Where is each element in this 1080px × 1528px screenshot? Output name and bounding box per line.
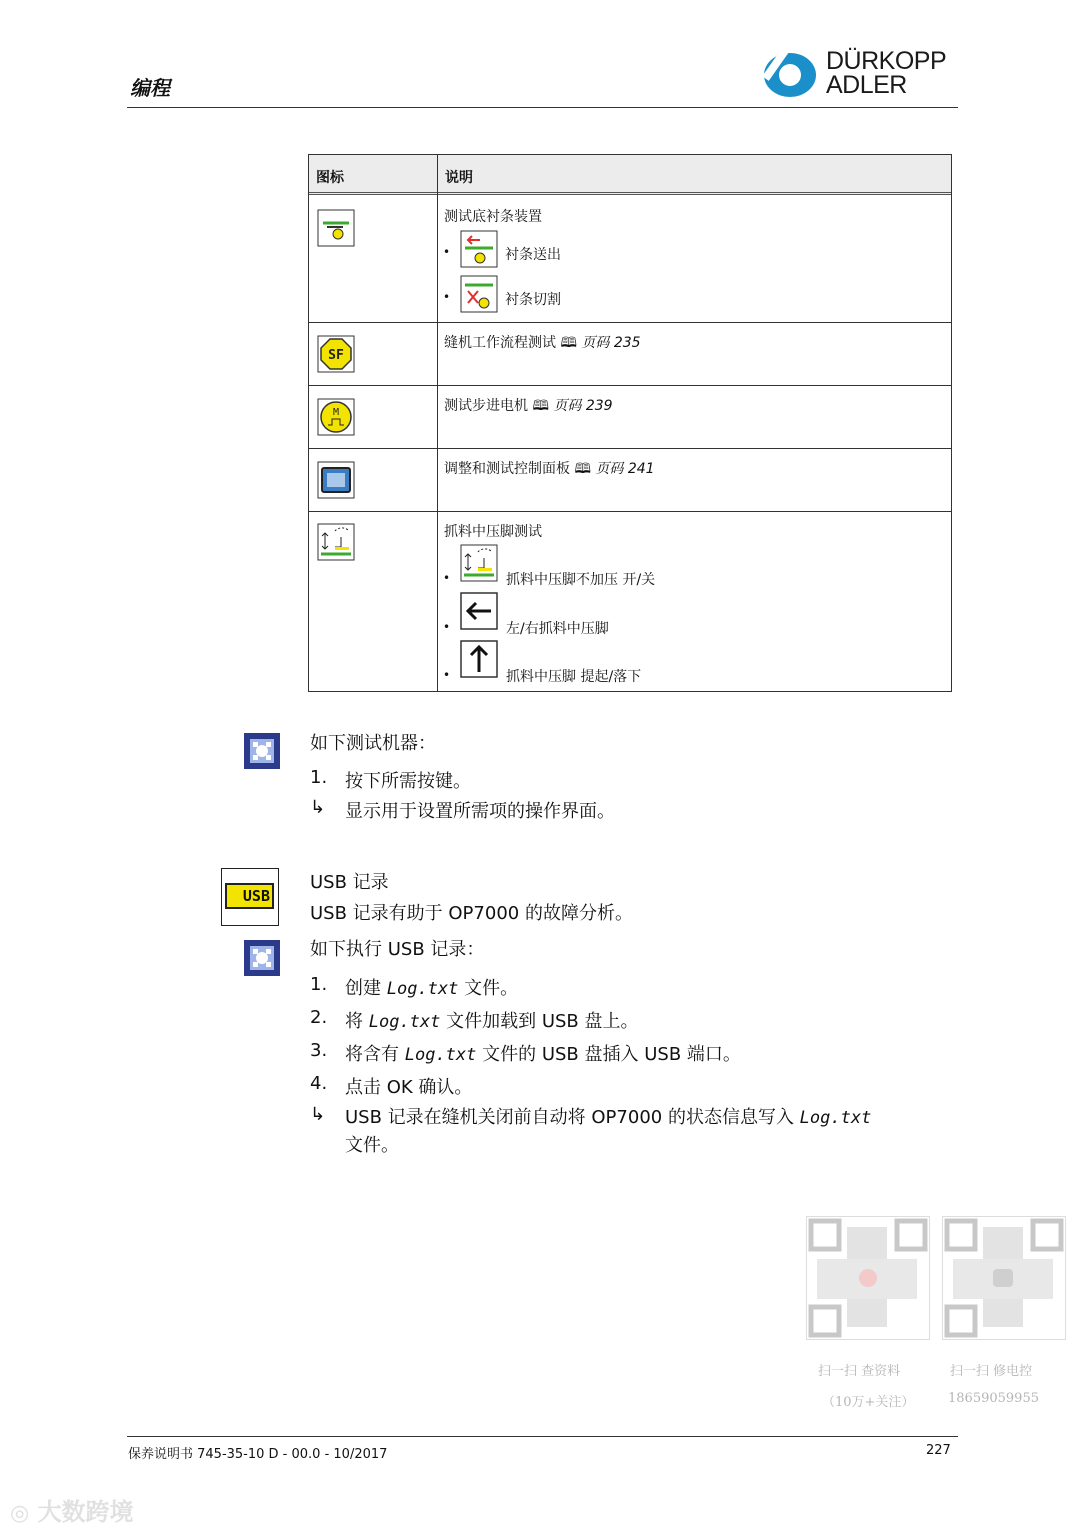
- row2-text: [444, 332, 641, 356]
- icon-table: 图标 说明 测试底衬条装置 • 衬条送出 • 衬条切割 SF 缝机工作流程测试 🕮 页码 235 M 测试步进电机 🕮 页码 239 调整和测试控制面板 🕮 页码 241 抓料中压脚测试 • 抓料中压脚不加压 开/关 • 左/右抓料中压脚 • 抓料中压脚 提起/落下: [308, 154, 952, 692]
- header-desc-col: 说明: [445, 170, 473, 186]
- footer-doc-info: 保养说明书 745-35-10 D - 00.0 - 10/2017: [128, 1447, 388, 1462]
- qr-right-caption2: 18659059955: [948, 1391, 1039, 1406]
- footer-rule: [127, 1436, 958, 1437]
- arrow-up-icon: [460, 640, 498, 678]
- result-arrow-icon: ↳: [310, 1104, 326, 1125]
- test-result: 显示用于设置所需项的操作界面。: [345, 801, 615, 822]
- row5-item1: 抓料中压脚不加压 开/关: [506, 572, 656, 588]
- watermark: ◎ 大数跨境: [10, 1498, 134, 1526]
- row4-ref: 页码 241: [595, 461, 655, 477]
- usb-step1: 创建 Log.txt 文件。: [345, 978, 519, 999]
- watermark-logo-icon: ◎: [10, 1501, 30, 1526]
- presser-foot-pressure-icon: [460, 544, 498, 582]
- row2-ref: 页码 235: [581, 335, 641, 351]
- row5-item2: 左/右抓料中压脚: [506, 621, 609, 637]
- usb-title: USB 记录: [310, 872, 389, 893]
- test-step1-number: 1.: [310, 767, 328, 788]
- row1-item1: 衬条送出: [505, 247, 561, 263]
- logo-line1: DÜRKOPP: [826, 47, 947, 75]
- logo-line2: ADLER: [826, 71, 907, 99]
- qr-right-caption1: 扫一扫 修电控: [950, 1364, 1033, 1379]
- control-panel-icon: [317, 461, 355, 499]
- row1-title: 测试底衬条装置: [444, 209, 542, 225]
- qr-left-caption2: （10万+关注）: [822, 1395, 915, 1410]
- usb-desc: USB 记录有助于 OP7000 的故障分析。: [310, 903, 633, 924]
- book-icon: 🕮: [574, 461, 591, 477]
- section-title: 编程: [130, 76, 170, 100]
- brand-logo: [760, 48, 960, 100]
- test-intro: 如下测试机器：: [310, 733, 436, 754]
- row3-text: [444, 395, 613, 419]
- svg-text:SF: SF: [328, 348, 344, 363]
- usb-intro: 如下执行 USB 记录：: [310, 939, 485, 960]
- strip-cut-icon: [460, 275, 498, 313]
- header-rule: [127, 107, 958, 108]
- row5-item3: 抓料中压脚 提起/落下: [506, 669, 642, 685]
- usb-step3-number: 3.: [310, 1040, 328, 1061]
- row4-text: [444, 458, 655, 482]
- usb-step4-number: 4.: [310, 1073, 328, 1094]
- usb-result: USB 记录在缝机关闭前自动将 OP7000 的状态信息写入 Log.txt 文件。: [345, 1107, 872, 1156]
- qr-code-right: [942, 1216, 1066, 1340]
- logo-mark-icon: [760, 48, 824, 100]
- ok-key-icon: [244, 733, 280, 769]
- test-step1: 按下所需按键。: [345, 771, 471, 792]
- usb-step4: 点击 OK 确认。: [345, 1077, 473, 1098]
- row5-title: 抓料中压脚测试: [444, 524, 542, 540]
- header-icon-col: 图标: [316, 170, 344, 186]
- qr-left-icon: [807, 1217, 929, 1339]
- usb-step1-number: 1.: [310, 974, 328, 995]
- svg-text:M: M: [332, 407, 340, 418]
- arrow-left-icon: [460, 592, 498, 630]
- strip-feed-icon: [460, 230, 498, 268]
- page-number: 227: [926, 1443, 951, 1458]
- qr-left-caption1: 扫一扫 查资料: [818, 1364, 901, 1379]
- row1-item2: 衬条切割: [505, 292, 561, 308]
- usb-step2-number: 2.: [310, 1007, 328, 1028]
- row2-title: 缝机工作流程测试: [444, 335, 556, 351]
- result-arrow-icon: ↳: [310, 797, 326, 818]
- sf-test-icon: [317, 335, 355, 373]
- row3-ref: 页码 239: [553, 398, 613, 414]
- underlay-test-icon: [317, 209, 355, 247]
- row3-title: 测试步进电机: [444, 398, 528, 414]
- usb-step3: 将含有 Log.txt 文件的 USB 盘插入 USB 端口。: [345, 1044, 741, 1065]
- book-icon: 🕮: [532, 398, 549, 414]
- stepper-motor-icon: [317, 398, 355, 436]
- table-header: [309, 155, 951, 195]
- qr-code-left: [806, 1216, 930, 1340]
- book-icon: 🕮: [560, 335, 577, 351]
- presser-foot-test-icon: [317, 523, 355, 561]
- row4-title: 调整和测试控制面板: [444, 461, 570, 477]
- usb-log-icon: USB: [221, 868, 279, 926]
- ok-key-icon: [244, 940, 280, 976]
- usb-step2: 将 Log.txt 文件加载到 USB 盘上。: [345, 1011, 639, 1032]
- qr-right-icon: [943, 1217, 1065, 1339]
